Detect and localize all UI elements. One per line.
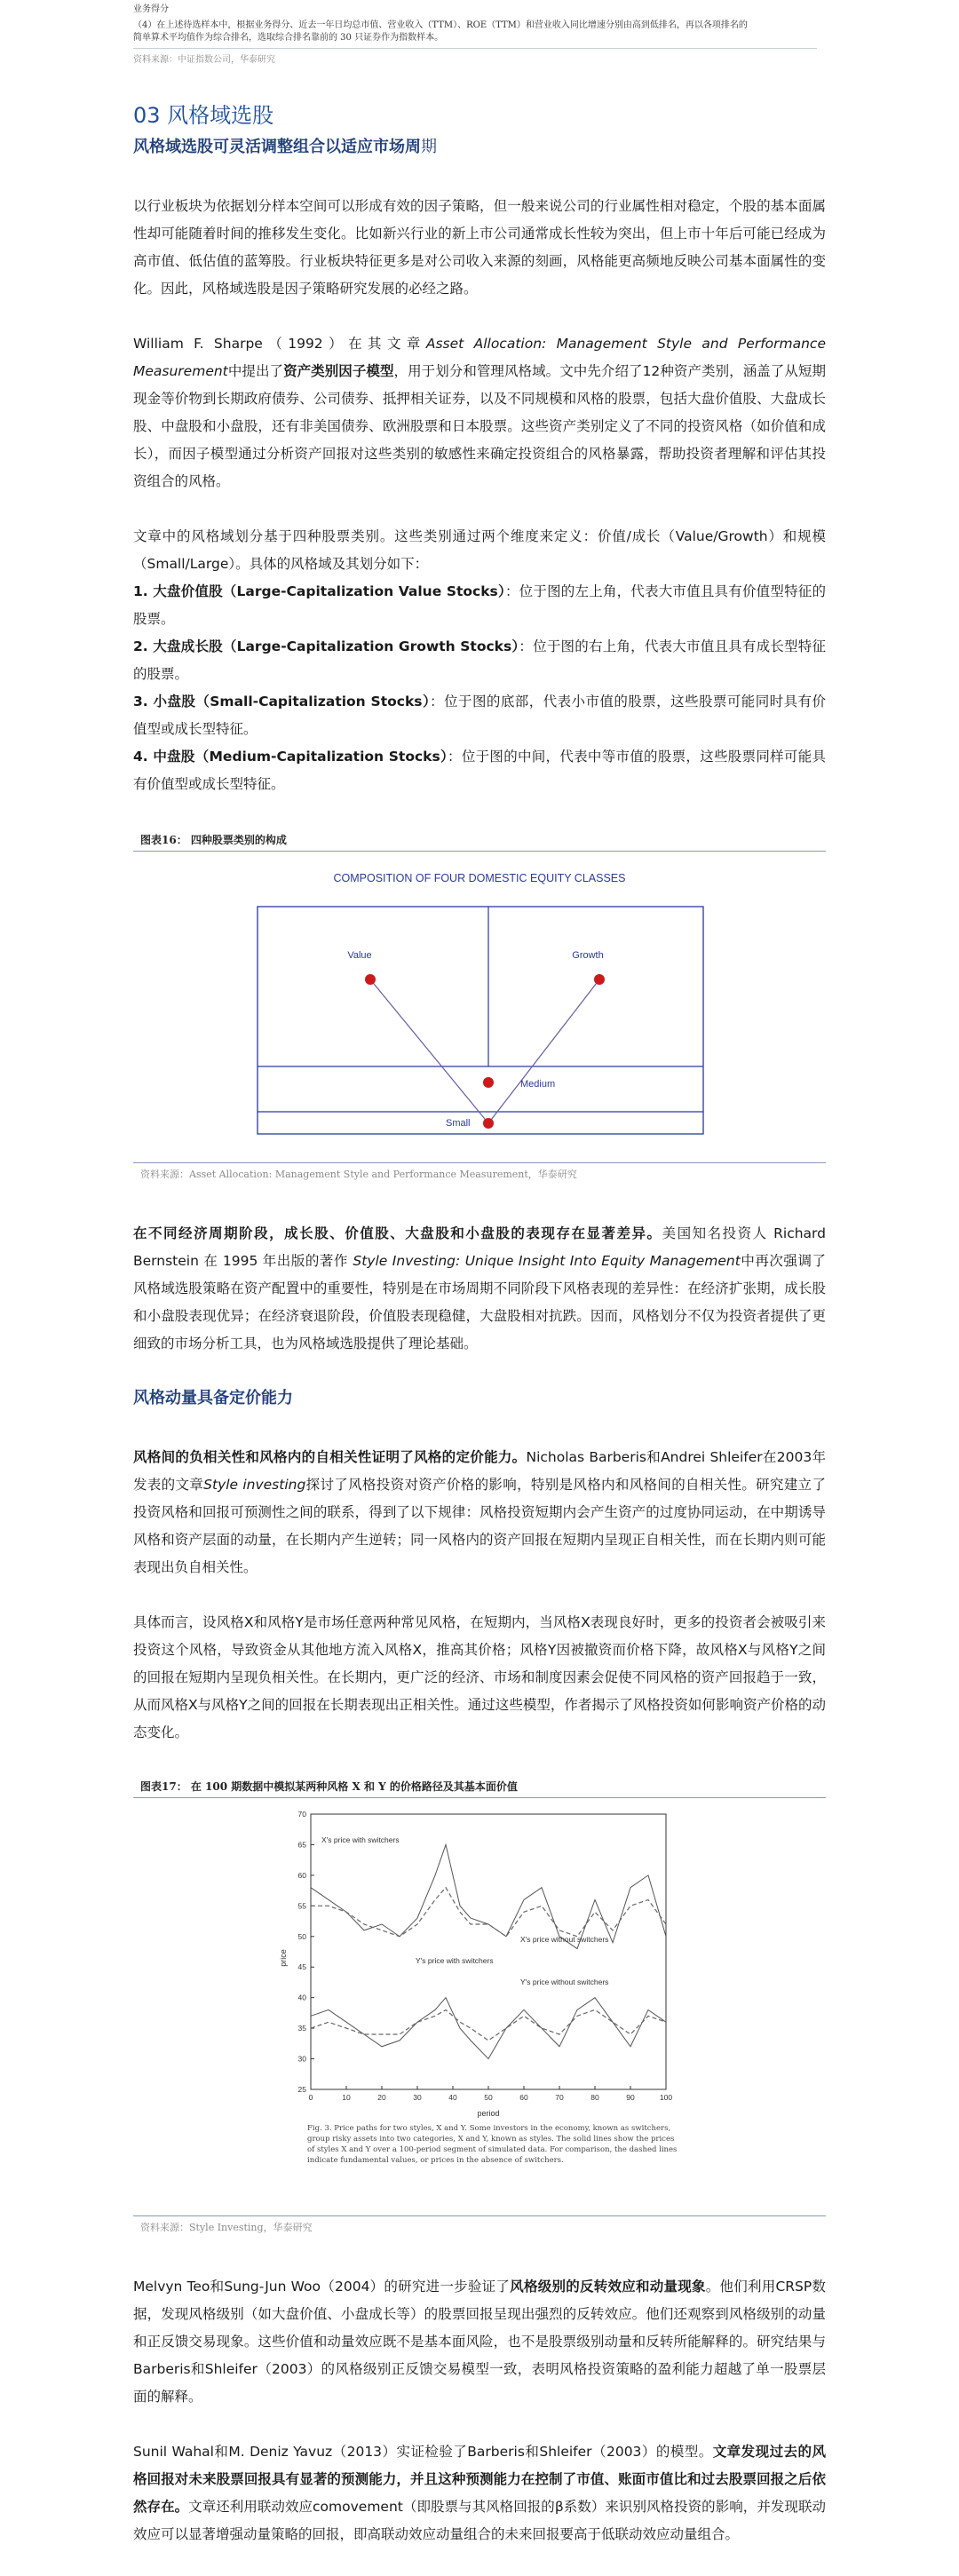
figure-16-svg <box>133 860 826 1153</box>
fig16-growth-label: Growth <box>572 950 604 961</box>
fig17-ann-y-noswitch: Y's price without switchers <box>520 1978 609 1986</box>
p6-bold: 风格间的负相关性和风格内的自相关性证明了风格的定价能力。 <box>133 1449 527 1465</box>
fig17-ann-y-switch: Y's price with switchers <box>416 1956 494 1965</box>
series-line <box>311 1888 666 1937</box>
figure-17-svg <box>133 1807 826 2215</box>
x-tick-label: 0 <box>308 2093 313 2102</box>
list-item-head: 3. 小盘股（Small-Capitalization Stocks） <box>133 694 431 709</box>
fig16-chart-title: COMPOSITION OF FOUR DOMESTIC EQUITY CLASSES <box>333 872 626 884</box>
p5-book-title: Style Investing: Unique Insight Into Equity Management <box>353 1253 741 1269</box>
paragraph-2 <box>133 330 826 495</box>
section-subtitle <box>133 134 826 157</box>
p2-text-b: 中提出了 <box>227 363 284 379</box>
x-tick-label: 20 <box>377 2093 386 2102</box>
fig17-xlabel: period <box>477 2109 500 2118</box>
p6-article-title: Style investing <box>203 1477 306 1493</box>
list-item-body: ：位于图的右上角，代表大市值且具有成长型特征的股票。 <box>133 638 826 682</box>
figure-16 <box>133 860 826 1162</box>
list-item-body: ：位于图的中间，代表中等市值的股票，这些股票同样可能具有价值型或成长型特征。 <box>133 749 826 792</box>
figure-17 <box>133 1807 826 2215</box>
list-item-head: 4. 中盘股（Medium-Capitalization Stocks） <box>133 749 448 765</box>
x-tick-label: 40 <box>448 2093 457 2102</box>
paragraph-7: 具体而言，设风格X和风格Y是市场任意两种常见风格，在短期内，当风格X表现良好时，更多的投资者会被吸引来投资这个风格，导致资金从其他地方流入风格X，推高其价格；风格Y因被撤资而价格下降，故风格X与风格Y之间的回报在短期内呈现负相关性。在长期内，更广泛的经济、市场和制度因素会促使不同风格的资产回报趋于一致，从而风格X与风格Y之间的回报在长期表现出正相关性。通过这些模型，作者揭示了风格投资如何影响资产价格的动态变化。 <box>133 1614 826 1740</box>
p2-bold: 资产类别因子模型 <box>283 363 394 379</box>
fig16-medium-label: Medium <box>520 1079 556 1090</box>
p8-text-a: Melvyn Teo和Sung-Jun Woo（2004）的研究进一步验证了 <box>133 2279 511 2295</box>
fig16-value-label: Value <box>347 950 372 961</box>
paragraph-8 <box>133 2273 826 2411</box>
p8-bold: 风格级别的反转效应和动量现象 <box>510 2279 706 2295</box>
paragraph-5 <box>133 1220 826 1358</box>
x-tick-label: 70 <box>555 2093 564 2102</box>
fig16-frame <box>258 907 703 1134</box>
paragraph-3: 文章中的风格域划分基于四种股票类别。这些类别通过两个维度来定义：价值/成长（Value/Growth）和规模（Small/Large）。具体的风格域及其划分如下： <box>133 528 826 572</box>
subheading-style-momentum: 风格动量具备定价能力 <box>133 1389 293 1407</box>
fig16-small-point <box>483 1118 494 1129</box>
list-item-body: ：位于图的左上角，代表大市值且具有价值型特征的股票。 <box>133 583 826 627</box>
series-line <box>311 2009 666 2040</box>
list-item <box>133 578 826 633</box>
p2-text-a: William F. Sharpe（1992）在其文章 <box>133 336 426 352</box>
fig17-ann-x-switch: X's price with switchers <box>321 1835 400 1844</box>
x-tick-label: 60 <box>519 2093 528 2102</box>
top-rule <box>133 48 817 49</box>
fig16-value-small-line <box>370 979 488 1123</box>
series-line <box>311 1998 666 2059</box>
figure-17-title: 图表17： 在 100 期数据中模拟某两种风格 X 和 Y 的价格路径及其基本面价值 <box>133 1779 826 1798</box>
p9-bold: 文章发现过去的风格回报对未来股票回报具有显著的预测能力，并且这种预测能力在控制了市值、账面市值比和过去股票回报之后依然存在。 <box>133 2444 826 2515</box>
paragraph-1: 以行业板块为依据划分样本空间可以形成有效的因子策略，但一般来说公司的行业属性相对稳定，个股的基本面属性却可能随着时间的推移发生变化。比如新兴行业的新上市公司通常成长性较为突出，但上市十年后可能已经成为高市值、低估值的蓝筹股。行业板块特征更多是对公司收入来源的刻画，风格能更高频地反映公司基本面属性的变化。因此，风格域选股是因子策略研究发展的必经之路。 <box>133 198 826 297</box>
figure-16-source: 资料来源：Asset Allocation: Management Style and Performance Measurement，华泰研究 <box>133 1162 826 1185</box>
x-tick-label: 100 <box>659 2093 673 2102</box>
x-tick-label: 90 <box>626 2093 635 2102</box>
section-subtitle-bold: 风格域选股可灵活调整组合以适应市场周 <box>133 138 421 156</box>
figure-16-title: 图表16： 四种股票类别的构成 <box>133 832 826 852</box>
p6-text-b: 探讨了风格投资对资产价格的影响，特别是风格内和风格间的自相关性。研究建立了投资风格和回报可预测性之间的联系，得到了以下规律：风格投资短期内会产生资产的过度协同运动，在中期诱导风格和资产层面的动量，在长期内产生逆转；同一风格内的资产回报在短期内呈现正自相关性，而在长期内则可能表现出负自相关性。 <box>133 1477 826 1575</box>
section-subtitle-light: 期 <box>421 138 437 156</box>
fig16-small-label: Small <box>446 1118 471 1129</box>
fig17-plot-frame <box>311 1814 666 2089</box>
fig16-growth-small-line <box>488 979 599 1123</box>
top-note-line1: 业务得分 <box>133 4 169 14</box>
top-note-line2: （4）在上述待选样本中，根据业务得分、近去一年日均总市值、营业收入（TTM）、ROE（TTM）和营业收入同比增速分别由高到低排名，再以各项排名的 <box>133 20 748 30</box>
y-tick-label: 45 <box>297 1962 306 1972</box>
y-tick-label: 30 <box>297 2054 306 2064</box>
figure-17-source: 资料来源：Style Investing，华泰研究 <box>133 2215 826 2238</box>
p5-text-b: 中再次强调了风格域选股策略在资产配置中的重要性，特别是在市场周期不同阶段下风格表现的差异性：在经济扩张期，成长股和小盘股表现优异；在经济衰退阶段，价值股表现稳健，大盘股相对抗跌。因而，风格划分不仅为投资者提供了更细致的市场分析工具，也为风格域选股提供了理论基础。 <box>133 1253 826 1351</box>
list-item-body: ：位于图的底部，代表小市值的股票，这些股票可能同时具有价值型或成长型特征。 <box>133 694 826 737</box>
p2-text-c: ，用于划分和管理风格域。文中先介绍了12种资产类别，涵盖了从短期现金等价物到长期政府债券、公司债券、抵押相关证券，以及不同规模和风格的股票，包括大盘价值股、大盘成长股、中盘股和小盘股，还有非美国债券、欧洲股票和日本股票。这些资产类别定义了不同的投资风格（如价值和成长），而因子模型通过分析资产回报对这些类别的敏感性来确定投资组合的风格暴露，帮助投资者理解和评估其投资组合的风格。 <box>133 363 826 489</box>
p5-bold: 在不同经济周期阶段，成长股、价值股、大盘股和小盘股的表现存在显著差异。 <box>133 1225 662 1241</box>
x-tick-label: 10 <box>342 2093 351 2102</box>
list-item-head: 1. 大盘价值股（Large-Capitalization Value Stocks） <box>133 583 505 599</box>
top-source: 资料来源：中证指数公司，华泰研究 <box>133 55 275 65</box>
fig17-ylabel: price <box>279 1949 288 1967</box>
fig16-medium-point <box>483 1077 494 1088</box>
p2-article-title: Asset Allocation: Management Style and Performance Measurement <box>133 336 826 379</box>
top-note <box>133 0 817 44</box>
list-item <box>133 633 826 688</box>
section-title: 03 风格域选股 <box>133 103 274 128</box>
y-tick-label: 35 <box>297 2024 306 2033</box>
fig16-growth-point <box>594 974 605 985</box>
main-content <box>133 89 826 2576</box>
y-tick-label: 70 <box>297 1810 306 1819</box>
p9-text-a: Sunil Wahal和M. Deniz Yavuz（2013）实证检验了Barberis和Shleifer（2003）的模型。 <box>133 2444 713 2460</box>
list-item-head: 2. 大盘成长股（Large-Capitalization Growth Stocks） <box>133 638 519 654</box>
fig17-caption: Fig. 3. Price paths for two styles, X and Y. Some investors in the economy, known as switchers, group risky assets into two categories, X and Y, known as styles. The solid lines show the prices of styles X and Y over a 100-period segment of simulated data. For comparison, the dashed lines indicate fundamental values, or prices in the absence of switchers. <box>307 2124 678 2165</box>
series-line <box>311 1844 666 1948</box>
list-item <box>133 743 826 798</box>
top-note-line3: 简单算术平均值作为综合排名，选取综合排名靠前的 30 只证券作为指数样本。 <box>133 33 444 43</box>
p6-text-a: Nicholas Barberis和Andrei Shleifer在2003年发表的文章 <box>133 1449 826 1493</box>
fig17-ann-x-noswitch: X's price without switchers <box>520 1935 609 1944</box>
y-tick-label: 60 <box>297 1870 306 1880</box>
y-tick-label: 65 <box>297 1840 306 1850</box>
x-tick-label: 30 <box>413 2093 422 2102</box>
y-tick-label: 50 <box>297 1931 306 1941</box>
fig16-value-point <box>365 974 376 985</box>
y-tick-label: 55 <box>297 1901 306 1911</box>
paragraph-6 <box>133 1444 826 1581</box>
p5-text-a: 美国知名投资人 Richard Bernstein 在 1995 年出版的著作 <box>133 1225 826 1269</box>
list-item <box>133 688 826 743</box>
x-tick-label: 80 <box>590 2093 599 2102</box>
x-tick-label: 50 <box>484 2093 493 2102</box>
p8-text-b: 。他们利用CRSP数据，发现风格级别（如大盘价值、小盘成长等）的股票回报呈现出强烈的反转效应。他们还观察到风格级别的动量和正反馈交易现象。这些价值和动量效应既不是基本面风险，也不是股票级别动量和反转所能解释的。研究结果与Barberis和Shleifer（2003）的风格级别正反馈交易模型一致，表明风格投资策略的盈利能力超越了单一股票层面的解释。 <box>133 2279 826 2405</box>
paragraph-9 <box>133 2438 826 2548</box>
p9-text-b: 文章还利用联动效应comovement（即股票与其风格回报的β系数）来识别风格投资的影响，并发现联动效应可以显著增强动量策略的回报，即高联动效应动量组合的未来回报要高于低联动效应动量组合。 <box>133 2499 826 2542</box>
y-tick-label: 40 <box>297 1993 306 2002</box>
y-tick-label: 25 <box>297 2085 306 2094</box>
